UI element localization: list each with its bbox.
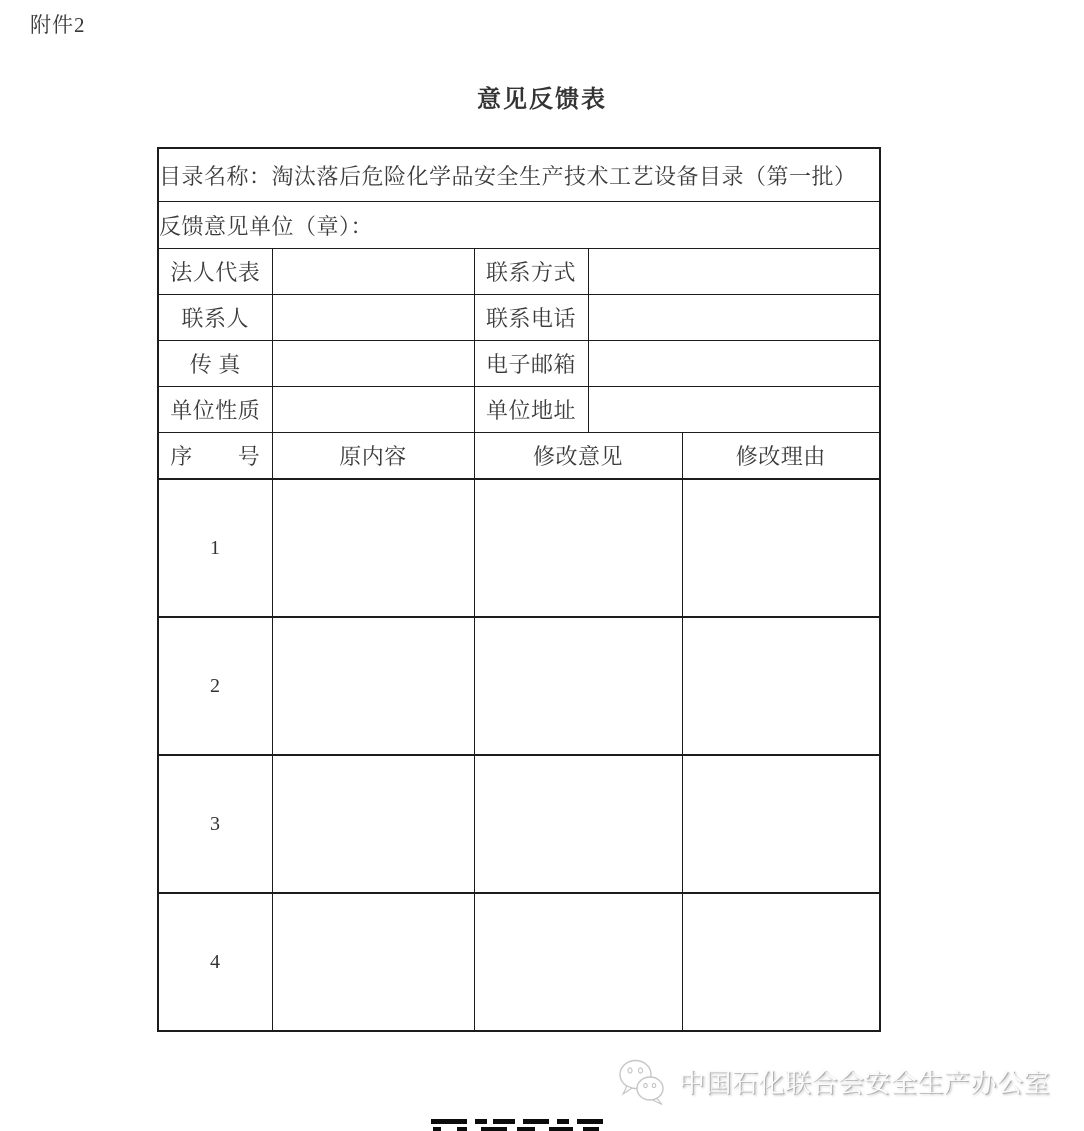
header-serial-number: 序 号 (158, 433, 272, 480)
catalog-name-row (158, 148, 880, 202)
original-content-cell (272, 755, 474, 893)
contact-phone-label: 联系电话 (474, 295, 588, 341)
revision-reason-cell (682, 617, 880, 755)
revision-suggestion-cell (474, 617, 682, 755)
original-content-cell (272, 479, 474, 617)
table-row (158, 755, 880, 893)
page-title: 意见反馈表 (477, 87, 607, 113)
contact-method-value-cell (588, 249, 880, 295)
info-row-legal-rep (158, 249, 880, 295)
legal-rep-value-cell (272, 249, 474, 295)
catalog-name-cell: 目录名称：淘汰落后危险化学品安全生产技术工艺设备目录（第一批） (158, 148, 880, 202)
fax-value-cell (272, 341, 474, 387)
table-header-row (158, 433, 880, 480)
attachment-label: 附件2 (30, 13, 86, 37)
wechat-icon (616, 1056, 666, 1106)
account-name: 中国石化联合会安全生产办公室 (679, 1068, 1051, 1099)
unit-address-value-cell (588, 387, 880, 433)
email-label: 电子邮箱 (474, 341, 588, 387)
info-row-unit-type (158, 387, 880, 433)
table-row (158, 617, 880, 755)
contact-person-value-cell (272, 295, 474, 341)
feedback-form-table (157, 147, 881, 1032)
revision-reason-cell (682, 479, 880, 617)
header-revision-reason: 修改理由 (682, 433, 880, 480)
row-number: 1 (158, 479, 272, 617)
feedback-unit-cell: 反馈意见单位（章）： (158, 202, 880, 249)
email-value-cell (588, 341, 880, 387)
info-row-fax (158, 341, 880, 387)
unit-address-label: 单位地址 (474, 387, 588, 433)
original-content-cell (272, 893, 474, 1031)
contact-person-label: 联系人 (158, 295, 272, 341)
row-number: 2 (158, 617, 272, 755)
legal-rep-label: 法人代表 (158, 249, 272, 295)
row-number: 4 (158, 893, 272, 1031)
wechat-account-banner (616, 1056, 1050, 1106)
unit-type-value-cell (272, 387, 474, 433)
contact-phone-value-cell (588, 295, 880, 341)
unit-type-label: 单位性质 (158, 387, 272, 433)
contact-method-label: 联系方式 (474, 249, 588, 295)
row-number: 3 (158, 755, 272, 893)
header-original-content: 原内容 (272, 433, 474, 480)
feedback-unit-row (158, 202, 880, 249)
original-content-cell (272, 617, 474, 755)
revision-suggestion-cell (474, 893, 682, 1031)
cropped-text-fragment (431, 1119, 603, 1131)
revision-reason-cell (682, 755, 880, 893)
table-row (158, 479, 880, 617)
fax-label: 传 真 (158, 341, 272, 387)
table-row (158, 893, 880, 1031)
header-revision-suggestion: 修改意见 (474, 433, 682, 480)
revision-reason-cell (682, 893, 880, 1031)
info-row-contact-person (158, 295, 880, 341)
revision-suggestion-cell (474, 755, 682, 893)
revision-suggestion-cell (474, 479, 682, 617)
